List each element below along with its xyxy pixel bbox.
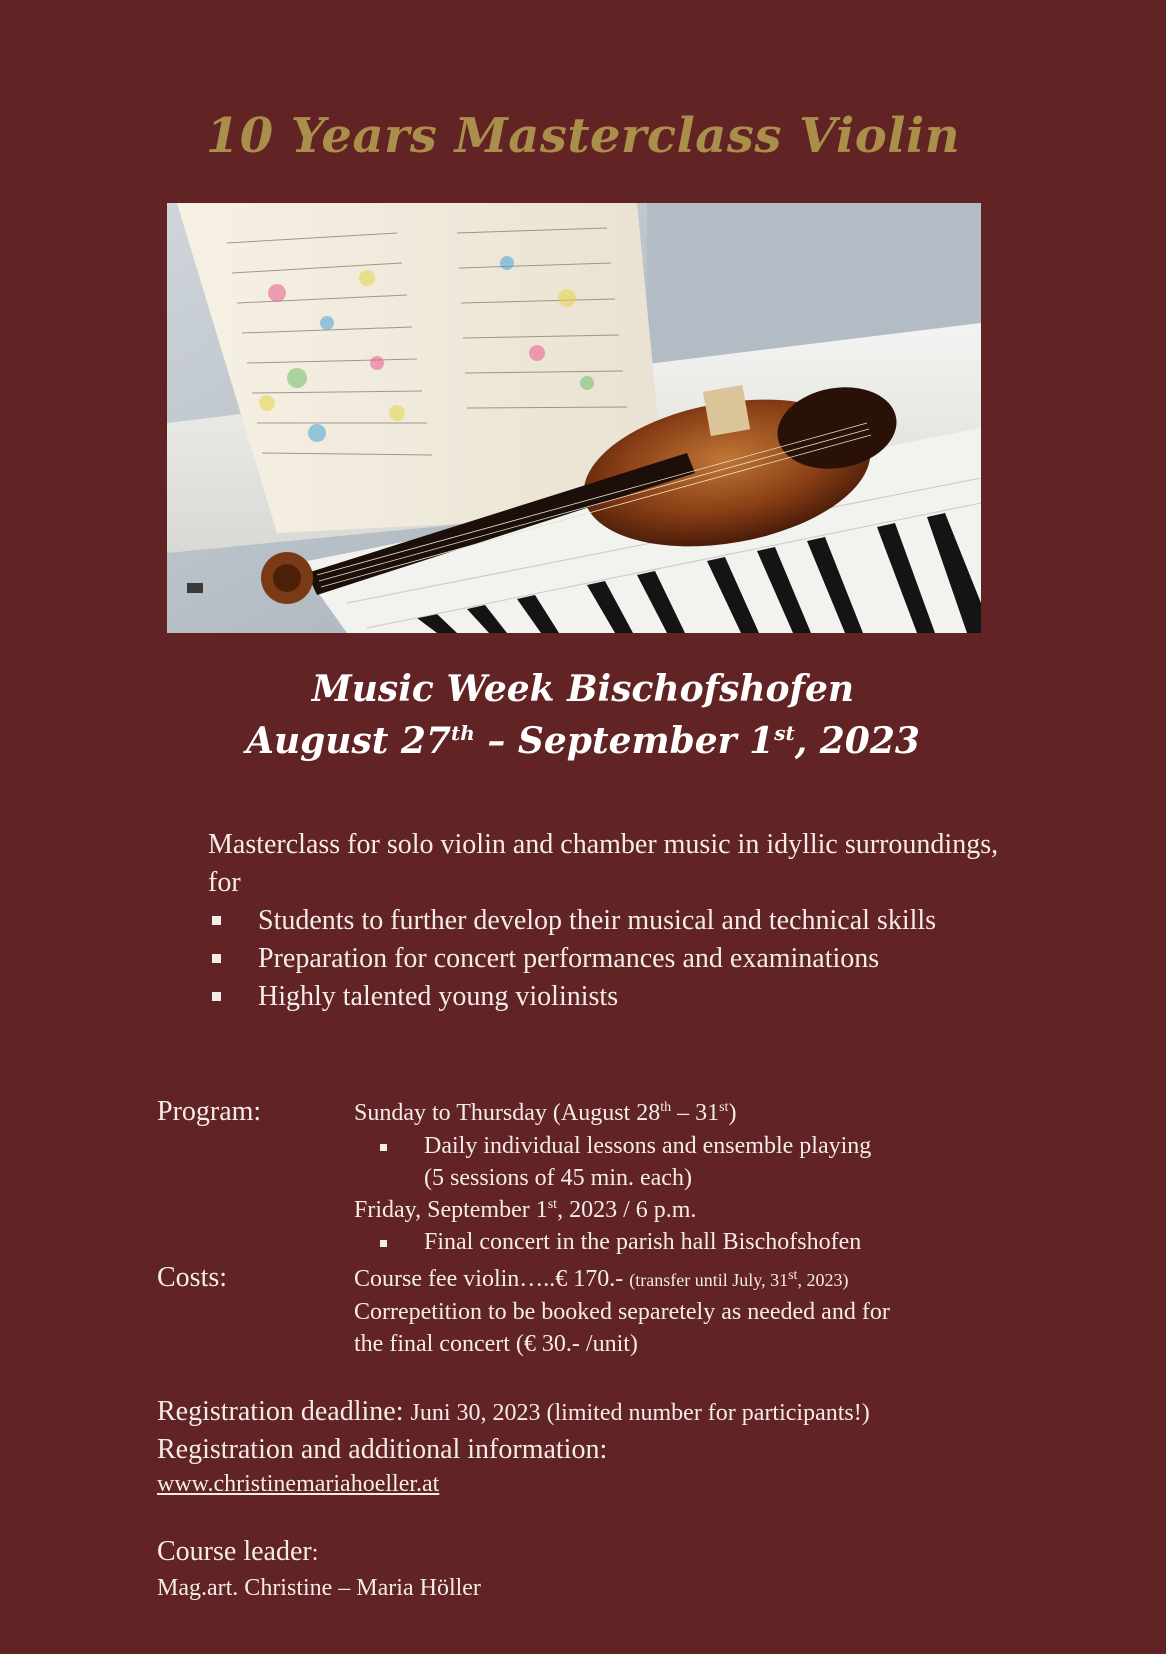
target-group-list: [208, 902, 1028, 1016]
poster-title: 10 Years Masterclass Violin: [205, 108, 961, 164]
costs-correpetition-line1: Correpetition to be booked separetely as needed and for: [354, 1299, 890, 1325]
costs-correpetition-line2: the final concert (€ 30.- /unit): [354, 1331, 638, 1357]
costs-fee: Course fee violin…..€ 170.- (transfer until July, 31st, 2023): [354, 1266, 849, 1292]
costs-label: Costs:: [157, 1262, 228, 1293]
event-dates: August 27th – September 1st, 2023: [246, 720, 920, 762]
program-concert: Final concert in the parish hall Bischofshofen: [424, 1229, 862, 1255]
intro-text: Masterclass for solo violin and chamber music in idyllic surroundings, for: [208, 829, 999, 898]
violin-on-piano-photo: [167, 203, 981, 633]
list-item: Students to further develop their musical and technical skills: [208, 902, 1028, 940]
program-friday: Friday, September 1st, 2023 / 6 p.m.: [354, 1197, 697, 1223]
photo-illustration: [167, 203, 981, 633]
event-name: Music Week Bischofshofen: [311, 668, 855, 710]
course-leader-label: Course leader:: [157, 1536, 319, 1567]
list-item: Preparation for concert performances and examinations: [208, 940, 1028, 978]
program-days: Sunday to Thursday (August 28th – 31st): [354, 1100, 737, 1126]
list-item: Highly talented young violinists: [208, 978, 1028, 1016]
website-link[interactable]: www.christinemariahoeller.at: [157, 1471, 440, 1497]
program-lessons-line2: (5 sessions of 45 min. each): [424, 1165, 692, 1191]
registration-deadline: Registration deadline: Juni 30, 2023 (limited number for participants!): [157, 1396, 870, 1427]
course-leader-name: Mag.art. Christine – Maria Höller: [157, 1575, 481, 1601]
program-lessons-line1: Daily individual lessons and ensemble playing: [424, 1133, 872, 1159]
registration-info-label: Registration and additional information:: [157, 1434, 608, 1465]
program-label: Program:: [157, 1096, 262, 1127]
